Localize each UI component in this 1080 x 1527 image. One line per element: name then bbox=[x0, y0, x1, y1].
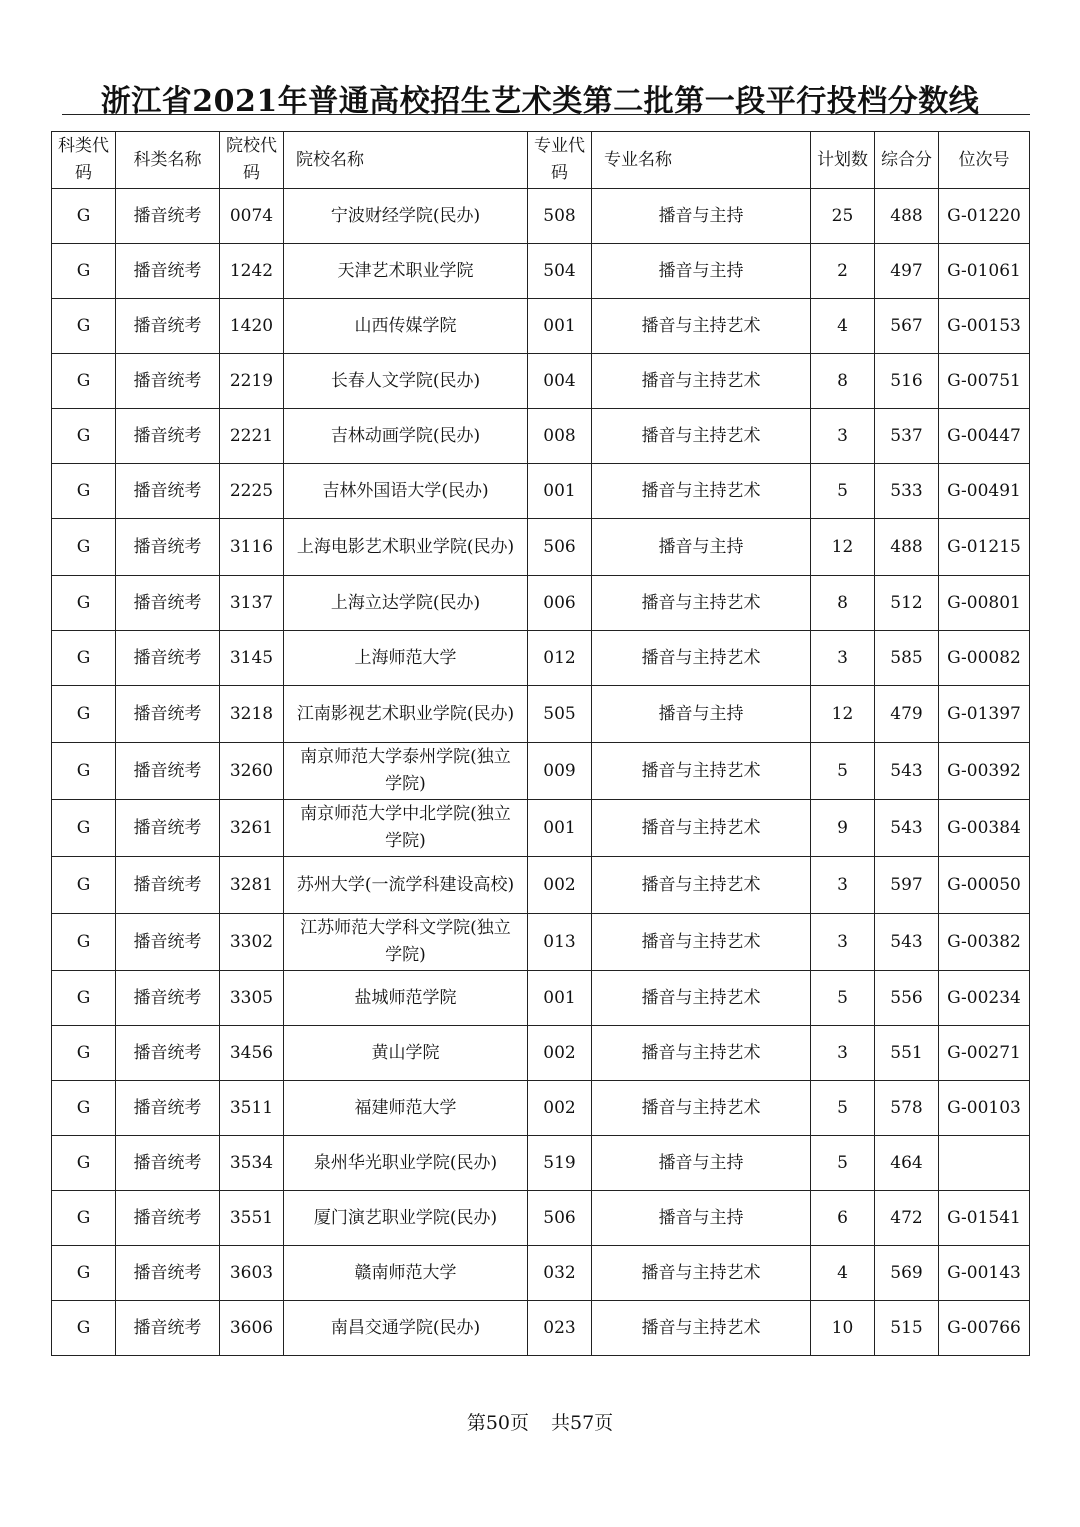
category-code-cell: G bbox=[52, 409, 116, 464]
major-code-cell: 023 bbox=[528, 1301, 592, 1356]
table-row bbox=[52, 1191, 1030, 1246]
category-code-cell: G bbox=[52, 971, 116, 1026]
major-name-cell: 播音与主持艺术 bbox=[592, 800, 811, 857]
school-code-cell: 3603 bbox=[220, 1246, 284, 1301]
header-school-code: 院校代码 bbox=[220, 132, 284, 189]
plan-count-cell: 5 bbox=[811, 1136, 875, 1191]
header-major-code: 专业代码 bbox=[528, 132, 592, 189]
major-name-cell: 播音与主持 bbox=[592, 1191, 811, 1246]
rank-cell: G-00751 bbox=[939, 354, 1030, 409]
school-code-cell: 3606 bbox=[220, 1301, 284, 1356]
rank-cell: G-00801 bbox=[939, 576, 1030, 631]
table-row bbox=[52, 189, 1030, 244]
composite-score-cell: 543 bbox=[875, 914, 939, 971]
major-code-cell: 506 bbox=[528, 1191, 592, 1246]
rank-cell: G-00103 bbox=[939, 1081, 1030, 1136]
category-code-cell: G bbox=[52, 299, 116, 354]
category-name-cell: 播音统考 bbox=[116, 1136, 220, 1191]
composite-score-cell: 597 bbox=[875, 857, 939, 914]
school-name-cell: 宁波财经学院(民办) bbox=[284, 189, 528, 244]
category-name-cell: 播音统考 bbox=[116, 743, 220, 800]
major-code-cell: 505 bbox=[528, 686, 592, 743]
major-code-cell: 002 bbox=[528, 1026, 592, 1081]
school-code-cell: 3281 bbox=[220, 857, 284, 914]
category-name-cell: 播音统考 bbox=[116, 409, 220, 464]
composite-score-cell: 472 bbox=[875, 1191, 939, 1246]
major-code-cell: 001 bbox=[528, 800, 592, 857]
plan-count-cell: 12 bbox=[811, 686, 875, 743]
plan-count-cell: 3 bbox=[811, 914, 875, 971]
category-code-cell: G bbox=[52, 743, 116, 800]
composite-score-cell: 533 bbox=[875, 464, 939, 519]
school-name-cell: 江苏师范大学科文学院(独立学院) bbox=[284, 914, 528, 971]
school-code-cell: 3305 bbox=[220, 971, 284, 1026]
school-name-cell: 南京师范大学泰州学院(独立学院) bbox=[284, 743, 528, 800]
major-name-cell: 播音与主持艺术 bbox=[592, 576, 811, 631]
plan-count-cell: 25 bbox=[811, 189, 875, 244]
major-code-cell: 001 bbox=[528, 971, 592, 1026]
plan-count-cell: 6 bbox=[811, 1191, 875, 1246]
plan-count-cell: 4 bbox=[811, 299, 875, 354]
rank-cell: G-01061 bbox=[939, 244, 1030, 299]
category-code-cell: G bbox=[52, 1136, 116, 1191]
major-name-cell: 播音与主持艺术 bbox=[592, 914, 811, 971]
category-name-cell: 播音统考 bbox=[116, 914, 220, 971]
school-name-cell: 上海师范大学 bbox=[284, 631, 528, 686]
major-name-cell: 播音与主持 bbox=[592, 244, 811, 299]
major-name-cell: 播音与主持艺术 bbox=[592, 299, 811, 354]
plan-count-cell: 5 bbox=[811, 971, 875, 1026]
header-category-code: 科类代码 bbox=[52, 132, 116, 189]
rank-cell: G-00082 bbox=[939, 631, 1030, 686]
school-name-cell: 赣南师范大学 bbox=[284, 1246, 528, 1301]
school-code-cell: 3511 bbox=[220, 1081, 284, 1136]
header-category-name: 科类名称 bbox=[116, 132, 220, 189]
major-code-cell: 012 bbox=[528, 631, 592, 686]
table-row bbox=[52, 631, 1030, 686]
category-name-cell: 播音统考 bbox=[116, 857, 220, 914]
composite-score-cell: 551 bbox=[875, 1026, 939, 1081]
category-code-cell: G bbox=[52, 686, 116, 743]
composite-score-cell: 488 bbox=[875, 519, 939, 576]
school-name-cell: 厦门演艺职业学院(民办) bbox=[284, 1191, 528, 1246]
category-code-cell: G bbox=[52, 189, 116, 244]
plan-count-cell: 9 bbox=[811, 800, 875, 857]
category-code-cell: G bbox=[52, 1191, 116, 1246]
category-name-cell: 播音统考 bbox=[116, 464, 220, 519]
major-code-cell: 013 bbox=[528, 914, 592, 971]
school-code-cell: 3145 bbox=[220, 631, 284, 686]
school-code-cell: 2219 bbox=[220, 354, 284, 409]
rank-cell: G-00271 bbox=[939, 1026, 1030, 1081]
school-name-cell: 江南影视艺术职业学院(民办) bbox=[284, 686, 528, 743]
rank-cell: G-00491 bbox=[939, 464, 1030, 519]
school-name-cell: 吉林动画学院(民办) bbox=[284, 409, 528, 464]
major-name-cell: 播音与主持艺术 bbox=[592, 1081, 811, 1136]
category-name-cell: 播音统考 bbox=[116, 686, 220, 743]
composite-score-cell: 556 bbox=[875, 971, 939, 1026]
composite-score-cell: 479 bbox=[875, 686, 939, 743]
table-body bbox=[52, 189, 1030, 1356]
major-name-cell: 播音与主持艺术 bbox=[592, 857, 811, 914]
rank-cell: G-00143 bbox=[939, 1246, 1030, 1301]
plan-count-cell: 8 bbox=[811, 576, 875, 631]
major-code-cell: 009 bbox=[528, 743, 592, 800]
school-code-cell: 3551 bbox=[220, 1191, 284, 1246]
rank-cell: G-00382 bbox=[939, 914, 1030, 971]
major-code-cell: 506 bbox=[528, 519, 592, 576]
category-name-cell: 播音统考 bbox=[116, 800, 220, 857]
table-row bbox=[52, 800, 1030, 857]
category-code-cell: G bbox=[52, 1246, 116, 1301]
rank-cell: G-00153 bbox=[939, 299, 1030, 354]
rank-cell: G-00392 bbox=[939, 743, 1030, 800]
major-code-cell: 004 bbox=[528, 354, 592, 409]
major-name-cell: 播音与主持艺术 bbox=[592, 631, 811, 686]
table-row bbox=[52, 857, 1030, 914]
composite-score-cell: 464 bbox=[875, 1136, 939, 1191]
category-name-cell: 播音统考 bbox=[116, 1301, 220, 1356]
rank-cell: G-00447 bbox=[939, 409, 1030, 464]
plan-count-cell: 5 bbox=[811, 1081, 875, 1136]
school-code-cell: 0074 bbox=[220, 189, 284, 244]
school-code-cell: 3456 bbox=[220, 1026, 284, 1081]
category-name-cell: 播音统考 bbox=[116, 519, 220, 576]
major-name-cell: 播音与主持艺术 bbox=[592, 409, 811, 464]
header-composite-score: 综合分 bbox=[875, 132, 939, 189]
major-name-cell: 播音与主持 bbox=[592, 189, 811, 244]
table-row bbox=[52, 971, 1030, 1026]
composite-score-cell: 497 bbox=[875, 244, 939, 299]
table-row bbox=[52, 519, 1030, 576]
category-code-cell: G bbox=[52, 519, 116, 576]
rank-cell: G-01215 bbox=[939, 519, 1030, 576]
rank-cell: G-01397 bbox=[939, 686, 1030, 743]
category-code-cell: G bbox=[52, 1081, 116, 1136]
school-name-cell: 南昌交通学院(民办) bbox=[284, 1301, 528, 1356]
major-code-cell: 504 bbox=[528, 244, 592, 299]
rank-cell: G-00234 bbox=[939, 971, 1030, 1026]
plan-count-cell: 5 bbox=[811, 743, 875, 800]
plan-count-cell: 12 bbox=[811, 519, 875, 576]
rank-cell: G-00384 bbox=[939, 800, 1030, 857]
table-row bbox=[52, 354, 1030, 409]
school-code-cell: 3534 bbox=[220, 1136, 284, 1191]
category-name-cell: 播音统考 bbox=[116, 189, 220, 244]
major-name-cell: 播音与主持艺术 bbox=[592, 743, 811, 800]
major-code-cell: 508 bbox=[528, 189, 592, 244]
major-name-cell: 播音与主持 bbox=[592, 1136, 811, 1191]
school-name-cell: 泉州华光职业学院(民办) bbox=[284, 1136, 528, 1191]
category-code-cell: G bbox=[52, 1026, 116, 1081]
rank-cell: G-00766 bbox=[939, 1301, 1030, 1356]
school-name-cell: 天津艺术职业学院 bbox=[284, 244, 528, 299]
rank-cell: G-01541 bbox=[939, 1191, 1030, 1246]
composite-score-cell: 488 bbox=[875, 189, 939, 244]
table-row bbox=[52, 1136, 1030, 1191]
rank-cell: G-00050 bbox=[939, 857, 1030, 914]
plan-count-cell: 3 bbox=[811, 631, 875, 686]
plan-count-cell: 4 bbox=[811, 1246, 875, 1301]
composite-score-cell: 578 bbox=[875, 1081, 939, 1136]
table-header-row bbox=[52, 132, 1030, 189]
major-name-cell: 播音与主持艺术 bbox=[592, 971, 811, 1026]
header-major-name: 专业名称 bbox=[592, 132, 811, 189]
table-row bbox=[52, 576, 1030, 631]
school-code-cell: 2221 bbox=[220, 409, 284, 464]
plan-count-cell: 10 bbox=[811, 1301, 875, 1356]
composite-score-cell: 569 bbox=[875, 1246, 939, 1301]
category-code-cell: G bbox=[52, 914, 116, 971]
category-name-cell: 播音统考 bbox=[116, 354, 220, 409]
header-rank: 位次号 bbox=[939, 132, 1030, 189]
category-name-cell: 播音统考 bbox=[116, 244, 220, 299]
school-code-cell: 3261 bbox=[220, 800, 284, 857]
school-name-cell: 上海立达学院(民办) bbox=[284, 576, 528, 631]
category-code-cell: G bbox=[52, 576, 116, 631]
school-name-cell: 福建师范大学 bbox=[284, 1081, 528, 1136]
major-code-cell: 519 bbox=[528, 1136, 592, 1191]
school-code-cell: 3116 bbox=[220, 519, 284, 576]
rank-cell bbox=[939, 1136, 1030, 1191]
school-code-cell: 3218 bbox=[220, 686, 284, 743]
total-pages: 共57页 bbox=[551, 1412, 614, 1434]
plan-count-cell: 3 bbox=[811, 857, 875, 914]
school-code-cell: 1242 bbox=[220, 244, 284, 299]
table-row bbox=[52, 244, 1030, 299]
table-row bbox=[52, 1301, 1030, 1356]
category-code-cell: G bbox=[52, 857, 116, 914]
category-name-cell: 播音统考 bbox=[116, 299, 220, 354]
plan-count-cell: 5 bbox=[811, 464, 875, 519]
category-code-cell: G bbox=[52, 800, 116, 857]
table-row bbox=[52, 1246, 1030, 1301]
composite-score-cell: 516 bbox=[875, 354, 939, 409]
school-name-cell: 南京师范大学中北学院(独立学院) bbox=[284, 800, 528, 857]
category-code-cell: G bbox=[52, 244, 116, 299]
table-row bbox=[52, 464, 1030, 519]
page-title: 浙江省2021年普通高校招生艺术类第二批第一段平行投档分数线 bbox=[100, 84, 980, 119]
major-name-cell: 播音与主持 bbox=[592, 519, 811, 576]
header-school-name: 院校名称 bbox=[284, 132, 528, 189]
major-code-cell: 008 bbox=[528, 409, 592, 464]
major-code-cell: 002 bbox=[528, 857, 592, 914]
major-name-cell: 播音与主持艺术 bbox=[592, 354, 811, 409]
table-row bbox=[52, 743, 1030, 800]
major-code-cell: 006 bbox=[528, 576, 592, 631]
category-name-cell: 播音统考 bbox=[116, 576, 220, 631]
category-code-cell: G bbox=[52, 1301, 116, 1356]
school-name-cell: 上海电影艺术职业学院(民办) bbox=[284, 519, 528, 576]
school-name-cell: 山西传媒学院 bbox=[284, 299, 528, 354]
plan-count-cell: 2 bbox=[811, 244, 875, 299]
composite-score-cell: 567 bbox=[875, 299, 939, 354]
major-name-cell: 播音与主持艺术 bbox=[592, 1246, 811, 1301]
category-code-cell: G bbox=[52, 354, 116, 409]
plan-count-cell: 3 bbox=[811, 1026, 875, 1081]
school-name-cell: 黄山学院 bbox=[284, 1026, 528, 1081]
school-name-cell: 盐城师范学院 bbox=[284, 971, 528, 1026]
table-row bbox=[52, 686, 1030, 743]
major-code-cell: 001 bbox=[528, 464, 592, 519]
major-name-cell: 播音与主持 bbox=[592, 686, 811, 743]
composite-score-cell: 537 bbox=[875, 409, 939, 464]
major-name-cell: 播音与主持艺术 bbox=[592, 1026, 811, 1081]
plan-count-cell: 8 bbox=[811, 354, 875, 409]
school-name-cell: 长春人文学院(民办) bbox=[284, 354, 528, 409]
category-name-cell: 播音统考 bbox=[116, 1081, 220, 1136]
school-code-cell: 1420 bbox=[220, 299, 284, 354]
school-code-cell: 2225 bbox=[220, 464, 284, 519]
current-page-number: 第50页 bbox=[466, 1412, 529, 1434]
school-name-cell: 吉林外国语大学(民办) bbox=[284, 464, 528, 519]
category-code-cell: G bbox=[52, 464, 116, 519]
table-row bbox=[52, 1026, 1030, 1081]
composite-score-cell: 543 bbox=[875, 743, 939, 800]
composite-score-cell: 543 bbox=[875, 800, 939, 857]
plan-count-cell: 3 bbox=[811, 409, 875, 464]
category-name-cell: 播音统考 bbox=[116, 1246, 220, 1301]
major-code-cell: 001 bbox=[528, 299, 592, 354]
table-row bbox=[52, 914, 1030, 971]
category-name-cell: 播音统考 bbox=[116, 1026, 220, 1081]
major-name-cell: 播音与主持艺术 bbox=[592, 1301, 811, 1356]
table-row bbox=[52, 299, 1030, 354]
title-divider bbox=[62, 114, 1030, 115]
table-row bbox=[52, 1081, 1030, 1136]
category-name-cell: 播音统考 bbox=[116, 1191, 220, 1246]
page-footer bbox=[0, 1408, 1080, 1435]
category-name-cell: 播音统考 bbox=[116, 631, 220, 686]
school-code-cell: 3302 bbox=[220, 914, 284, 971]
school-code-cell: 3137 bbox=[220, 576, 284, 631]
school-name-cell: 苏州大学(一流学科建设高校) bbox=[284, 857, 528, 914]
category-name-cell: 播音统考 bbox=[116, 971, 220, 1026]
category-code-cell: G bbox=[52, 631, 116, 686]
rank-cell: G-01220 bbox=[939, 189, 1030, 244]
major-code-cell: 002 bbox=[528, 1081, 592, 1136]
composite-score-cell: 515 bbox=[875, 1301, 939, 1356]
composite-score-cell: 585 bbox=[875, 631, 939, 686]
admission-score-table bbox=[51, 131, 1030, 1356]
major-name-cell: 播音与主持艺术 bbox=[592, 464, 811, 519]
major-code-cell: 032 bbox=[528, 1246, 592, 1301]
table-row bbox=[52, 409, 1030, 464]
header-plan-count: 计划数 bbox=[811, 132, 875, 189]
school-code-cell: 3260 bbox=[220, 743, 284, 800]
composite-score-cell: 512 bbox=[875, 576, 939, 631]
